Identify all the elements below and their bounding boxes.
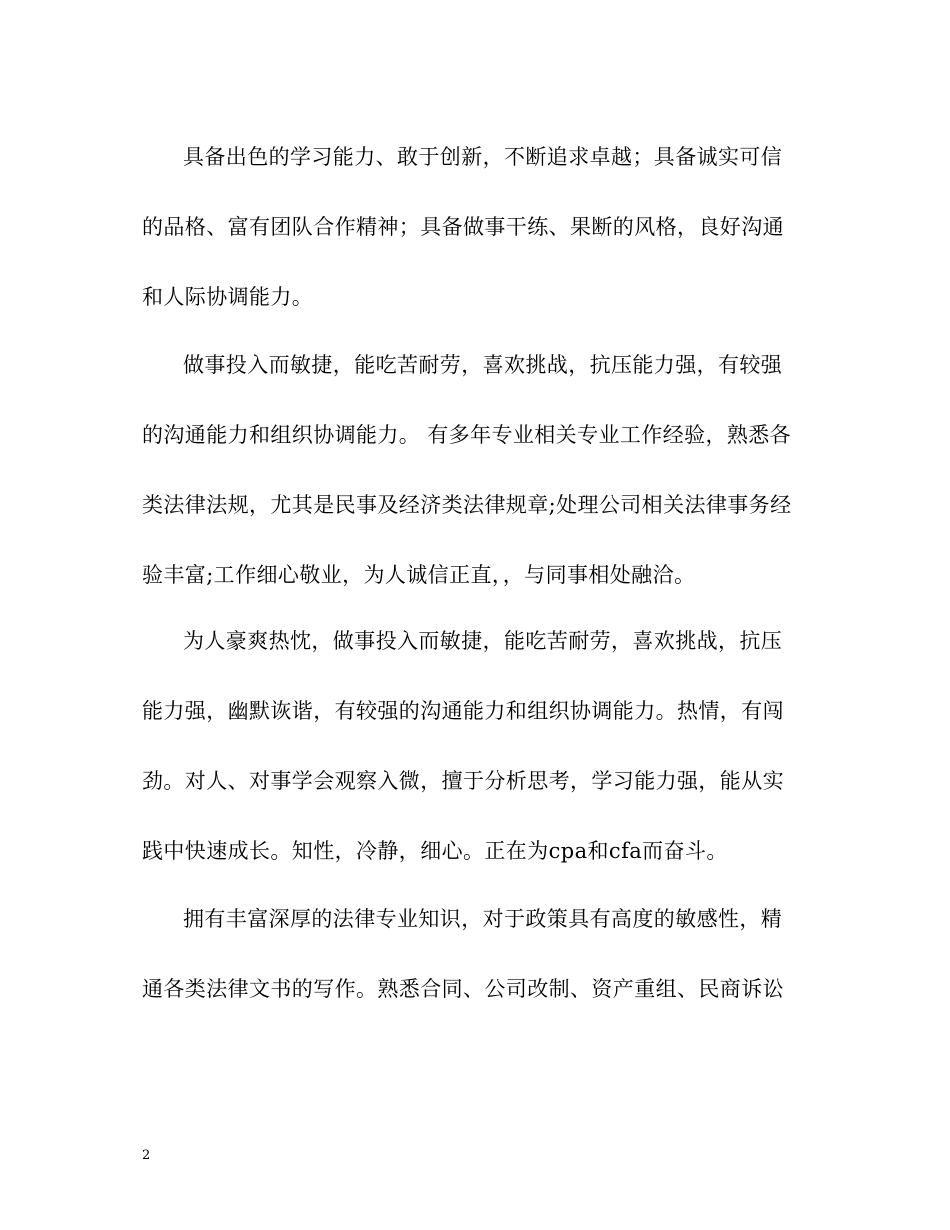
- paragraph-4-line-2: 通各类法律文书的写作。熟悉合同、公司改制、资产重组、民商诉讼: [142, 977, 784, 1001]
- paragraph-3-line-1: 为人豪爽热忱，做事投入而敏捷，能吃苦耐劳，喜欢挑战，抗压: [183, 629, 783, 653]
- paragraph-1-line-3: 和人际协调能力。: [142, 285, 314, 309]
- paragraph-3-line-2: 能力强，幽默诙谐，有较强的沟通能力和组织协调能力。热情，有闯: [142, 699, 784, 723]
- paragraph-3-line-4: 践中快速成长。知性，冷静，细心。正在为cpa和cfa而奋斗。: [142, 839, 728, 863]
- paragraph-4-line-1: 拥有丰富深厚的法律专业知识，对于政策具有高度的敏感性，精: [183, 907, 783, 931]
- paragraph-1-line-1: 具备出色的学习能力、敢于创新，不断追求卓越；具备诚实可信: [183, 145, 783, 169]
- paragraph-3-line-3: 劲。对人、对事学会观察入微，擅于分析思考，学习能力强，能从实: [142, 769, 784, 793]
- paragraph-1-line-2: 的品格、富有团队合作精神；具备做事干练、果断的风格，良好沟通: [142, 215, 784, 239]
- paragraph-2-line-2: 的沟通能力和组织协调能力。 有多年专业相关专业工作经验，熟悉各: [142, 423, 792, 447]
- paragraph-2-line-4: 验丰富;工作细心敬业，为人诚信正直，，与同事相处融洽。: [142, 563, 696, 587]
- paragraph-2-line-3: 类法律法规，尤其是民事及经济类法律规章;处理公司相关法律事务经: [142, 493, 792, 517]
- paragraph-2-line-1: 做事投入而敏捷，能吃苦耐劳，喜欢挑战，抗压能力强，有较强: [183, 353, 783, 377]
- page-number: 2: [142, 1148, 151, 1163]
